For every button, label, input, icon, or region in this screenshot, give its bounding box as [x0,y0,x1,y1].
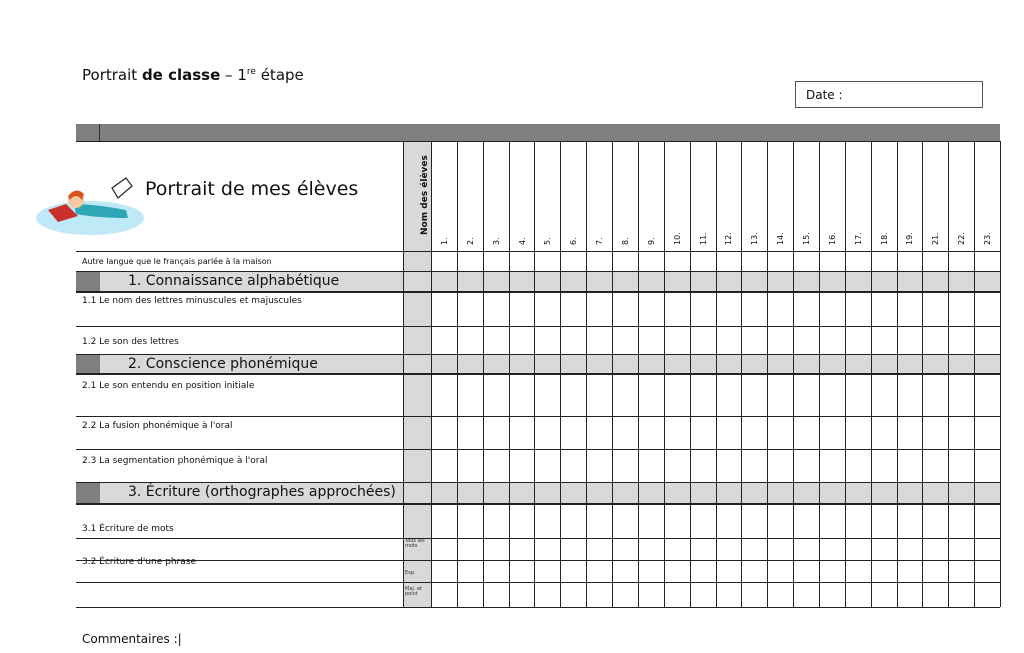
row-line [76,560,1000,561]
column-line [638,141,639,607]
row-line [76,292,1000,293]
row-label-language: Autre langue que le français parlée à la maison [82,257,272,266]
header-band-tab [76,124,100,141]
row-label: 3.2 Écriture d'une phrase [82,557,196,567]
column-line [534,141,535,607]
student-column-number: 4. [518,237,527,245]
name-column-cell [403,374,431,482]
student-column-number: 6. [569,237,578,245]
column-line [793,141,794,607]
section-label: 1. Connaissance alphabétique [128,273,340,289]
row-line [76,482,1000,483]
section-label: 3. Écriture (orthographes approchées) [128,484,396,500]
portrait-title: Portrait de mes élèves [145,178,359,200]
column-line [948,141,949,607]
column-line [690,141,691,607]
row-label: 2.1 Le son entendu en position initiale [82,381,255,391]
column-line [431,141,432,607]
section-marker [76,272,100,291]
row-line [76,582,1000,583]
student-column-number: 7. [595,237,604,245]
row-line [76,449,1000,450]
student-column-number: 21. [931,232,940,245]
row-line [76,374,1000,375]
row-label: 2.3 La segmentation phonémique à l'oral [82,456,268,466]
row-line [76,141,1000,142]
column-line [845,141,846,607]
name-column-cell [403,292,431,354]
column-line [767,141,768,607]
column-line [664,141,665,607]
student-column-number: 1. [440,237,449,245]
row-label: 1.2 Le son des lettres [82,337,179,347]
column-line [922,141,923,607]
student-column-number: 22. [957,232,966,245]
row-line [76,271,1000,272]
column-line [612,141,613,607]
row-line [76,354,1000,355]
row-line [76,251,1000,252]
section-marker [76,483,100,503]
row-line [76,416,1000,417]
sub-row-label: Esp. [405,570,416,576]
date-field[interactable]: Date : [795,81,983,108]
sub-row-label: Maj. et point [405,586,422,597]
student-column-number: 13. [750,232,759,245]
student-column-number: 23. [983,232,992,245]
row-line [76,326,1000,327]
section-bar [76,271,1000,292]
column-line [483,141,484,607]
student-column-number: 9. [647,237,656,245]
student-column-number: 5. [543,237,552,245]
column-line [560,141,561,607]
column-line [509,141,510,607]
column-line [897,141,898,607]
row-label: 3.1 Écriture de mots [82,524,174,534]
column-line [457,141,458,607]
student-column-number: 10. [673,232,682,245]
student-column-number: 19. [905,232,914,245]
reading-child-icon [34,170,144,236]
student-column-number: 11. [699,232,708,245]
comments-field[interactable]: Commentaires :| [82,632,182,646]
student-column-number: 8. [621,237,630,245]
student-column-number: 12. [724,232,733,245]
page-title: Portrait de classe – 1re étape [82,66,304,84]
row-line [76,538,1000,539]
column-line [586,141,587,607]
student-column-number: 3. [492,237,501,245]
student-column-number: 17. [854,232,863,245]
section-label: 2. Conscience phonémique [128,356,318,372]
student-column-number: 16. [828,232,837,245]
column-line [716,141,717,607]
column-line [974,141,975,607]
name-column-label: Nom des élèves [420,155,430,235]
column-line [741,141,742,607]
header-band [76,124,1000,141]
student-column-number: 2. [466,237,475,245]
column-line [403,141,404,607]
column-line [819,141,820,607]
student-column-number: 18. [880,232,889,245]
row-label: 2.2 La fusion phonémique à l'oral [82,421,233,431]
row-line [76,504,1000,505]
sub-row-label: Tous les mots [405,538,425,549]
section-bar [76,482,1000,504]
row-label: 1.1 Le nom des lettres minuscules et majuscules [82,296,302,306]
section-bar [76,354,1000,374]
column-line [871,141,872,607]
column-line [1000,141,1001,607]
student-column-number: 15. [802,232,811,245]
student-column-number: 14. [776,232,785,245]
section-marker [76,355,100,373]
row-line [76,607,1000,608]
